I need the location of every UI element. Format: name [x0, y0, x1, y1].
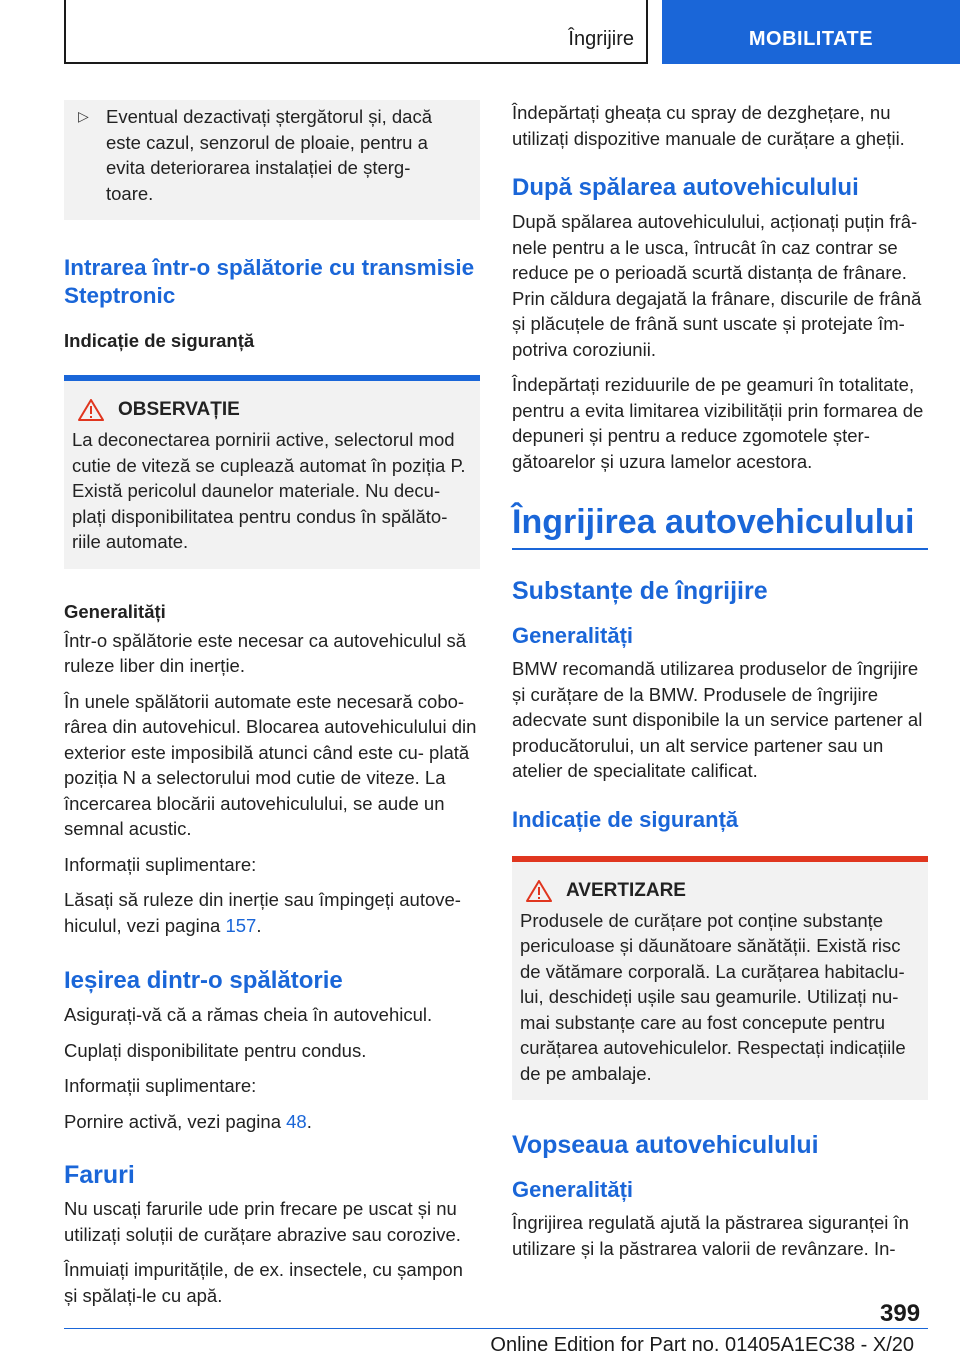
- paragraph: Într-o spălătorie este necesar ca autovehiculul să ruleze liber din inerție.: [64, 629, 467, 676]
- notice-text: La deconectarea pornirii active, selectorul mod cutie de viteză se cuplează automat în poziția P. Există pericolul daunelor materiale. Nu decu- plați disponibilitatea pentru condus în spălăto- riile automate.: [72, 429, 466, 552]
- heading-care-products: Substanțe de îngrijire: [512, 577, 768, 605]
- note-item: [78, 104, 460, 206]
- paragraph-text: Pornire activă, vezi pagina: [64, 1110, 287, 1132]
- heading-general-paint: Generalități: [512, 1177, 634, 1202]
- warning-title: AVERTIZARE: [566, 879, 686, 901]
- paragraph-end: .: [256, 914, 262, 936]
- heading-paint: Vopseaua autovehiculului: [512, 1131, 819, 1159]
- paragraph: Înmuiați impuritățile, de ex. insectele, cu șampon și spălați-le cu apă.: [64, 1259, 463, 1306]
- paragraph: Îndepărtați gheața cu spray de dezghețare, nu utilizați dispozitive manuale de curățare a gheții.: [512, 102, 905, 149]
- notice-title: OBSERVAȚIE: [118, 399, 240, 420]
- warning-title-row: [520, 880, 914, 902]
- heading-vehicle-care: Îngrijirea autovehiculului: [512, 502, 928, 550]
- footer-edition: Online Edition for Part no. 01405A1EC38 - X/20: [490, 1334, 914, 1356]
- header-box: [64, 0, 648, 64]
- heading-safety-right: Indicație de siguranță: [512, 806, 739, 832]
- heading-headlights: Faruri: [64, 1161, 135, 1189]
- paragraph-with-link: [64, 1109, 480, 1135]
- heading-steptronic: Intrarea într-o spălătorie cu transmisie Steptronic: [64, 255, 475, 308]
- paragraph: Îndepărtați reziduurile de pe geamuri în totalitate, pentru a evita limitarea vizibilității prin formarea de depuneri și pentru a reduce zgomotele șter- gătoarelor și uzura lamelor acestora.: [512, 374, 924, 472]
- page-link-157[interactable]: 157: [225, 914, 257, 936]
- footer-divider: [64, 1328, 928, 1329]
- left-column: [64, 100, 480, 1318]
- triangle-bullet-icon: ▷: [78, 108, 89, 124]
- paragraph: După spălarea autovehiculului, acționați puțin frâ- nele pentru a le usca, întrucât în caz contrar se reduce pe o perioadă scurtă distanța de frânare. Prin căldura degajată la frânare, discurile de frână și plăcuțele de frână sunt uscate și protejate îm- potriva coroziunii.: [512, 211, 922, 360]
- warning-text: Produsele de curățare pot conține substanțe periculoase și dăunătoare sănătății. Există risc de vătămare corporală. La curățarea habitaclu- lui, deschideți ușile sau geamurile. Utilizați nu- mai substanțe care au fost concepute pentru curățarea autovehiculelor. Respectați indicațiile de pe ambalaje.: [520, 909, 906, 1084]
- heading-general-left: Generalități: [64, 600, 166, 622]
- right-column: [512, 100, 928, 1271]
- heading-exit-wash: Ieșirea dintr-o spălătorie: [64, 967, 343, 994]
- paragraph: Asigurați-vă că a rămas cheia în autovehicul.: [64, 1004, 433, 1025]
- paragraph: Cuplați disponibilitate pentru condus.: [64, 1039, 367, 1061]
- paragraph-with-link: [64, 887, 480, 938]
- paragraph: Nu uscați farurile ude prin frecare pe uscat și nu utilizați soluții de curățare abrazive sau corozive.: [64, 1198, 461, 1245]
- warning-triangle-icon: [78, 399, 104, 421]
- heading-general-right: Generalități: [512, 623, 634, 648]
- warning-box: [512, 856, 928, 1101]
- paragraph: În unele spălătorii automate este necesară cobo- rârea din autovehicul. Blocarea autovehiculului din exterior este imposibilă atunci când este cu- plată poziția N a selectorului mod cutie de viteze. La încercarea blocării autovehiculului, se aude un semnal acustic.: [64, 690, 477, 839]
- warning-triangle-icon: [526, 880, 552, 902]
- header-section-title: Îngrijire: [568, 28, 634, 50]
- paragraph: BMW recomandă utilizarea produselor de îngrijire și curățare de la BMW. Produsele de îngrijire adecvate sunt disponibile la un service partener al producătorului, un alt service partener sau un atelier de specialitate calificat.: [512, 658, 923, 781]
- header-chapter-tab[interactable]: MOBILITATE: [662, 0, 960, 64]
- note-box: [64, 100, 480, 220]
- page-link-48[interactable]: 48: [286, 1110, 307, 1132]
- paragraph-text: Lăsați să ruleze din inerție sau împingeți autove- hiculul, vezi pagina: [64, 889, 461, 936]
- notice-title-row: [72, 399, 466, 421]
- page-number: 399: [880, 1300, 921, 1327]
- heading-after-wash: După spălarea autovehiculului: [512, 174, 859, 201]
- notice-box: [64, 375, 480, 569]
- note-text: Eventual dezactivați ștergătorul și, dacă este cazul, senzorul de ploaie, pentru a evita deteriorarea instalației de șterg- toare.: [106, 106, 432, 204]
- paragraph: Informații suplimentare:: [64, 1075, 257, 1096]
- paragraph: Îngrijirea regulată ajută la păstrarea siguranței în utilizare și la păstrarea valorii de revânzare. In-: [512, 1212, 909, 1259]
- paragraph-end: .: [306, 1110, 312, 1132]
- paragraph: Informații suplimentare:: [64, 853, 257, 875]
- heading-safety-left: Indicație de siguranță: [64, 330, 255, 351]
